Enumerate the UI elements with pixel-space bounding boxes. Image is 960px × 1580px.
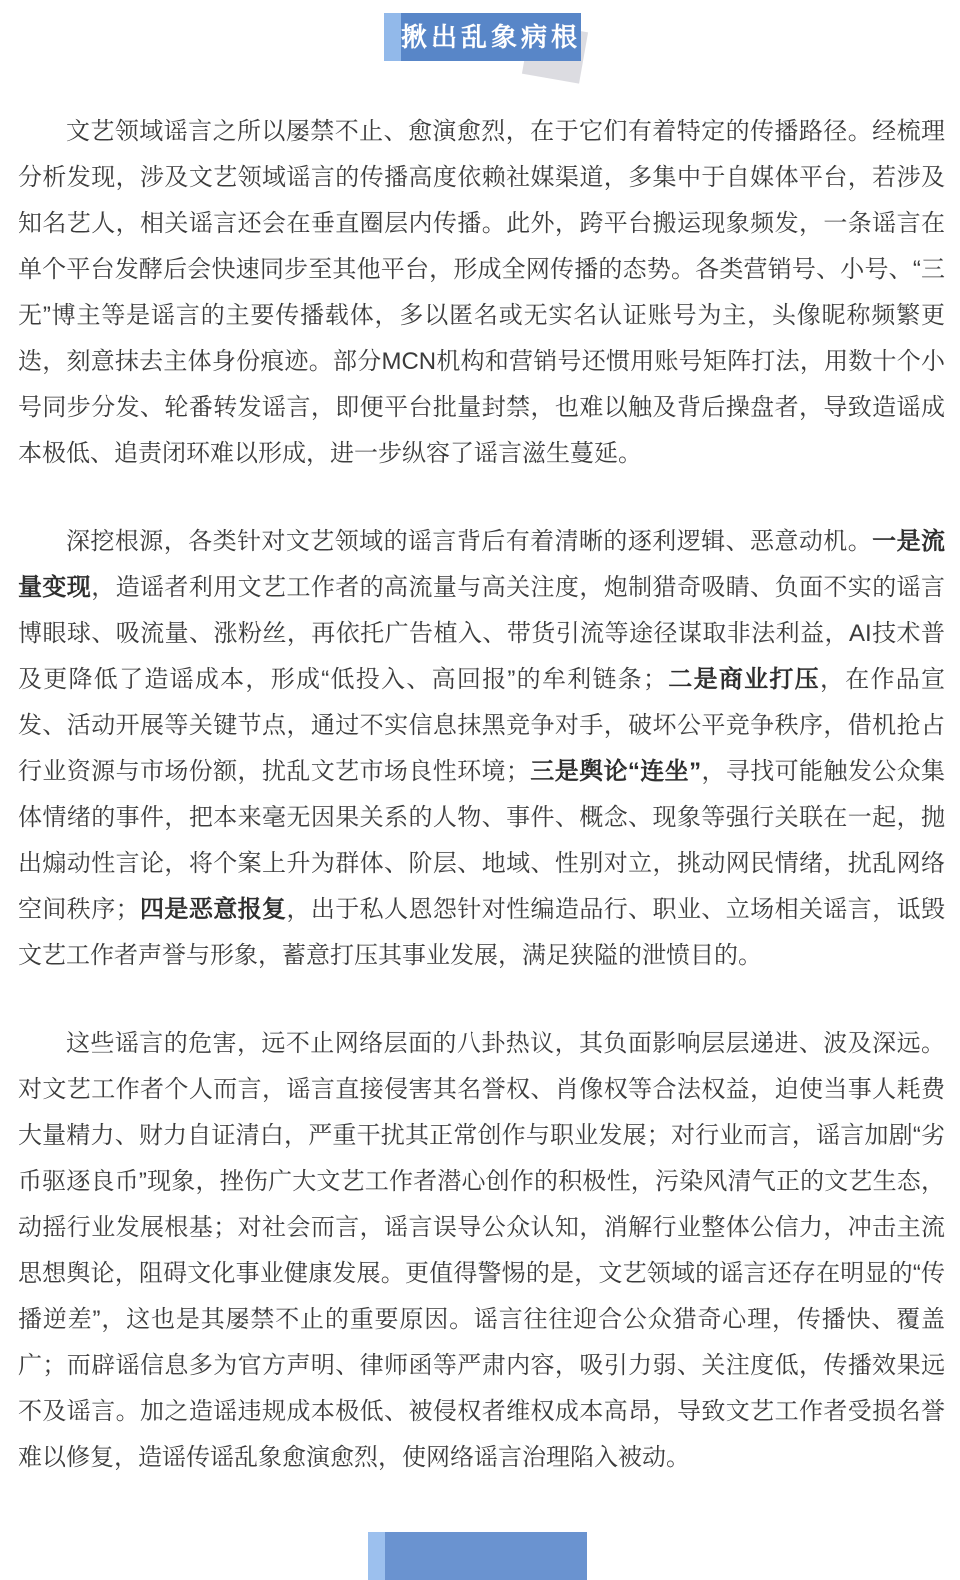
emphasis-run: 四是恶意报复	[139, 896, 287, 923]
text-run: ，出于私人恩怨针对性编造品行、职业、立场相关谣言，诋毁文艺工作者声誉与形象，蓄意打压其事业发展，满足狭隘的泄愤目的。	[18, 896, 946, 969]
emphasis-run: 二是商业打压	[667, 666, 820, 693]
paragraph	[18, 519, 945, 979]
text-run: ，寻找可能触发公众集体情绪的事件，把本来毫无因果关系的人物、事件、概念、现象等强行关联在一起，抛出煽动性言论，将个案上升为群体、阶层、地域、性别对立，挑动网民情绪，扰乱网络空间秩序；	[18, 758, 946, 923]
emphasis-run: 一是流量变现	[18, 528, 945, 601]
text-run: 深挖根源，各类针对文艺领域的谣言背后有着清晰的逐利逻辑、恶意动机。	[66, 528, 873, 555]
emphasis-run: 三是舆论“连坐”	[529, 758, 702, 785]
paragraph	[18, 1021, 945, 1481]
badge-accent-stripe	[384, 13, 401, 61]
text-run: 这些谣言的危害，远不止网络层面的八卦热议，其负面影响层层递进、波及深远。对文艺工作者个人而言，谣言直接侵害其名誉权、肖像权等合法权益，迫使当事人耗费大量精力、财力自证清白，严重干扰其正常创作与职业发展；对行业而言，谣言加剧“劣币驱逐良币”现象，挫伤广大文艺工作者潜心创作的积极性，污染风清气正的文艺生态，动摇行业发展根基；对社会而言，谣言误导公众认知，消解行业整体公信力，冲击主流思想舆论，阻碍文化事业健康发展。更值得警惕的是，文艺领域的谣言还存在明显的“传播逆差”，这也是其屡禁不止的重要原因。谣言往往迎合公众猎奇心理，传播快、覆盖广；而辟谣信息多为官方声明、律师函等严肃内容，吸引力弱、关注度低，传播效果远不及谣言。加之造谣违规成本极低、被侵权者维权成本高昂，导致文艺工作者受损名誉难以修复，造谣传谣乱象愈演愈烈，使网络谣言治理陷入被动。	[18, 1030, 945, 1471]
next-badge-body	[385, 1532, 587, 1580]
section-title: 揪出乱象病根	[401, 13, 581, 61]
article-body	[0, 70, 960, 1481]
section-badge	[384, 13, 582, 61]
badge-body	[384, 13, 582, 61]
text-run: 文艺领域谣言之所以屡禁不止、愈演愈烈，在于它们有着特定的传播路径。经梳理分析发现，涉及文艺领域谣言的传播高度依赖社媒渠道，多集中于自媒体平台，若涉及知名艺人，相关谣言还会在垂直圈层内传播。此外，跨平台搬运现象频发，一条谣言在单个平台发酵后会快速同步至其他平台，形成全网传播的态势。各类营销号、小号、“三无”博主等是谣言的主要传播载体，多以匿名或无实名认证账号为主，头像昵称频繁更迭，刻意抹去主体身份痕迹。部分MCN机构和营销号还惯用账号矩阵打法，用数十个小号同步分发、轮番转发谣言，即便平台批量封禁，也难以触及背后操盘者，导致造谣成本极低、追责闭环难以形成，进一步纵容了谣言滋生蔓延。	[18, 118, 945, 467]
text-run: ，造谣者利用文艺工作者的高流量与高关注度，炮制猎奇吸睛、负面不实的谣言博眼球、吸流量、涨粉丝，再依托广告植入、带货引流等途径谋取非法利益，AI技术普及更降低了造谣成本，形成“低投入、高回报”的牟利链条；	[18, 574, 945, 693]
section-header	[0, 13, 960, 70]
page	[0, 13, 960, 1538]
text-run: ，在作品宣发、活动开展等关键节点，通过不实信息抹黑竞争对手，破坏公平竞争秩序，借机抢占行业资源与市场份额，扰乱文艺市场良性环境；	[18, 666, 946, 785]
paragraph	[18, 109, 945, 477]
next-badge-accent-stripe	[368, 1532, 385, 1580]
next-section-badge-cutoff	[368, 1532, 587, 1580]
